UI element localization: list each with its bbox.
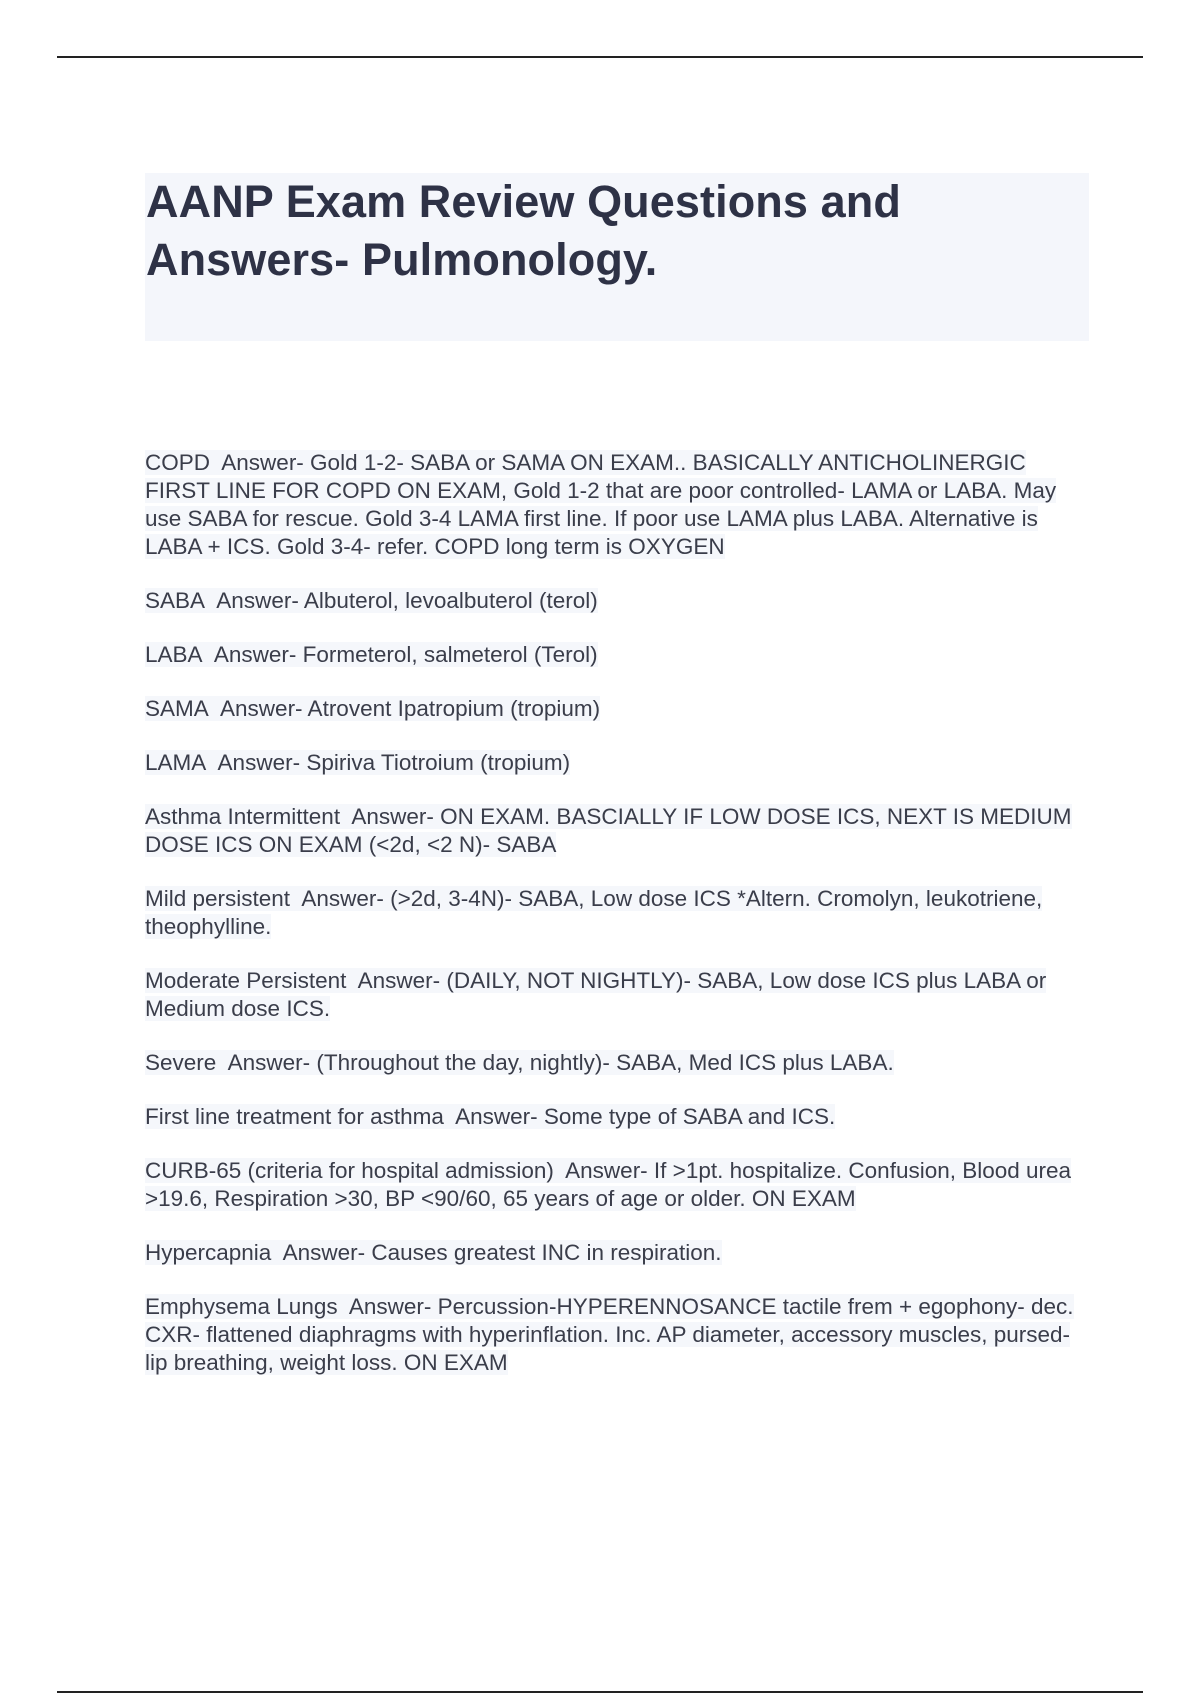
- qa-answer: Answer- Gold 1-2- SABA or SAMA ON EXAM.. BASICALLY ANTICHOLINERGIC FIRST LINE FOR COPD ON EXAM, Gold 1-2 that are poor controlled- LAMA or LABA. May use SABA for rescue. Gold 3-4 LAMA first line. If poor use LAMA plus LABA. Alternative is LABA + ICS. Gold 3-4- refer. COPD long term is OXYGEN: [145, 450, 1057, 559]
- qa-item: [145, 449, 1089, 561]
- bottom-divider: [57, 1691, 1143, 1693]
- qa-answer: Answer- (>2d, 3-4N)- SABA, Low dose ICS *Altern. Cromolyn, leukotriene, theophylline.: [145, 886, 1043, 939]
- qa-answer: Answer- ON EXAM. BASCIALLY IF LOW DOSE ICS, NEXT IS MEDIUM DOSE ICS ON EXAM (<2d, <2 N)- SABA: [145, 804, 1072, 857]
- qa-answer: Answer- Percussion-HYPERENNOSANCE tactile frem + egophony- dec. CXR- flattened diaphragms with hyperinflation. Inc. AP diameter, accessory muscles, pursed-lip breathing, weight loss. ON EXAM: [145, 1294, 1074, 1375]
- qa-item: [145, 1157, 1089, 1213]
- qa-answer: Answer- Causes greatest INC in respiration.: [282, 1240, 722, 1265]
- qa-answer: Answer- (DAILY, NOT NIGHTLY)- SABA, Low dose ICS plus LABA or Medium dose ICS.: [145, 968, 1047, 1021]
- qa-item: [145, 749, 1089, 777]
- qa-answer: Answer- (Throughout the day, nightly)- SABA, Med ICS plus LABA.: [227, 1050, 894, 1075]
- qa-list: [145, 449, 1089, 1403]
- qa-item: [145, 1239, 1089, 1267]
- qa-answer: Answer- Some type of SABA and ICS.: [455, 1104, 836, 1129]
- qa-item: [145, 695, 1089, 723]
- qa-term: Asthma Intermittent: [145, 804, 341, 829]
- qa-term: LABA: [145, 642, 203, 667]
- qa-term: Hypercapnia: [145, 1240, 272, 1265]
- title-block: [145, 173, 1089, 341]
- qa-term: Severe: [145, 1050, 217, 1075]
- qa-answer: Answer- Spiriva Tiotroium (tropium): [217, 750, 571, 775]
- qa-term: Emphysema Lungs: [145, 1294, 338, 1319]
- qa-answer: Answer- Atrovent Ipatropium (tropium): [220, 696, 601, 721]
- qa-term: First line treatment for asthma: [145, 1104, 444, 1129]
- qa-item: [145, 1103, 1089, 1131]
- qa-item: [145, 1293, 1089, 1377]
- qa-item: [145, 587, 1089, 615]
- qa-item: [145, 803, 1089, 859]
- qa-term: Moderate Persistent: [145, 968, 347, 993]
- document-title: AANP Exam Review Questions and Answers- Pulmonology.: [146, 176, 901, 285]
- qa-answer: Answer- If >1pt. hospitalize. Confusion, Blood urea >19.6, Respiration >30, BP <90/60, 65 years of age or older. ON EXAM: [145, 1158, 1072, 1211]
- qa-term: SABA: [145, 588, 206, 613]
- qa-answer: Answer- Formeterol, salmeterol (Terol): [213, 642, 598, 667]
- qa-term: LAMA: [145, 750, 207, 775]
- qa-item: [145, 1049, 1089, 1077]
- qa-term: COPD: [145, 450, 211, 475]
- qa-term: CURB-65 (criteria for hospital admission): [145, 1158, 554, 1183]
- qa-item: [145, 885, 1089, 941]
- qa-item: [145, 641, 1089, 669]
- qa-term: Mild persistent: [145, 886, 291, 911]
- qa-term: SAMA: [145, 696, 209, 721]
- qa-answer: Answer- Albuterol, levoalbuterol (terol): [216, 588, 598, 613]
- qa-item: [145, 967, 1089, 1023]
- top-divider: [57, 56, 1143, 58]
